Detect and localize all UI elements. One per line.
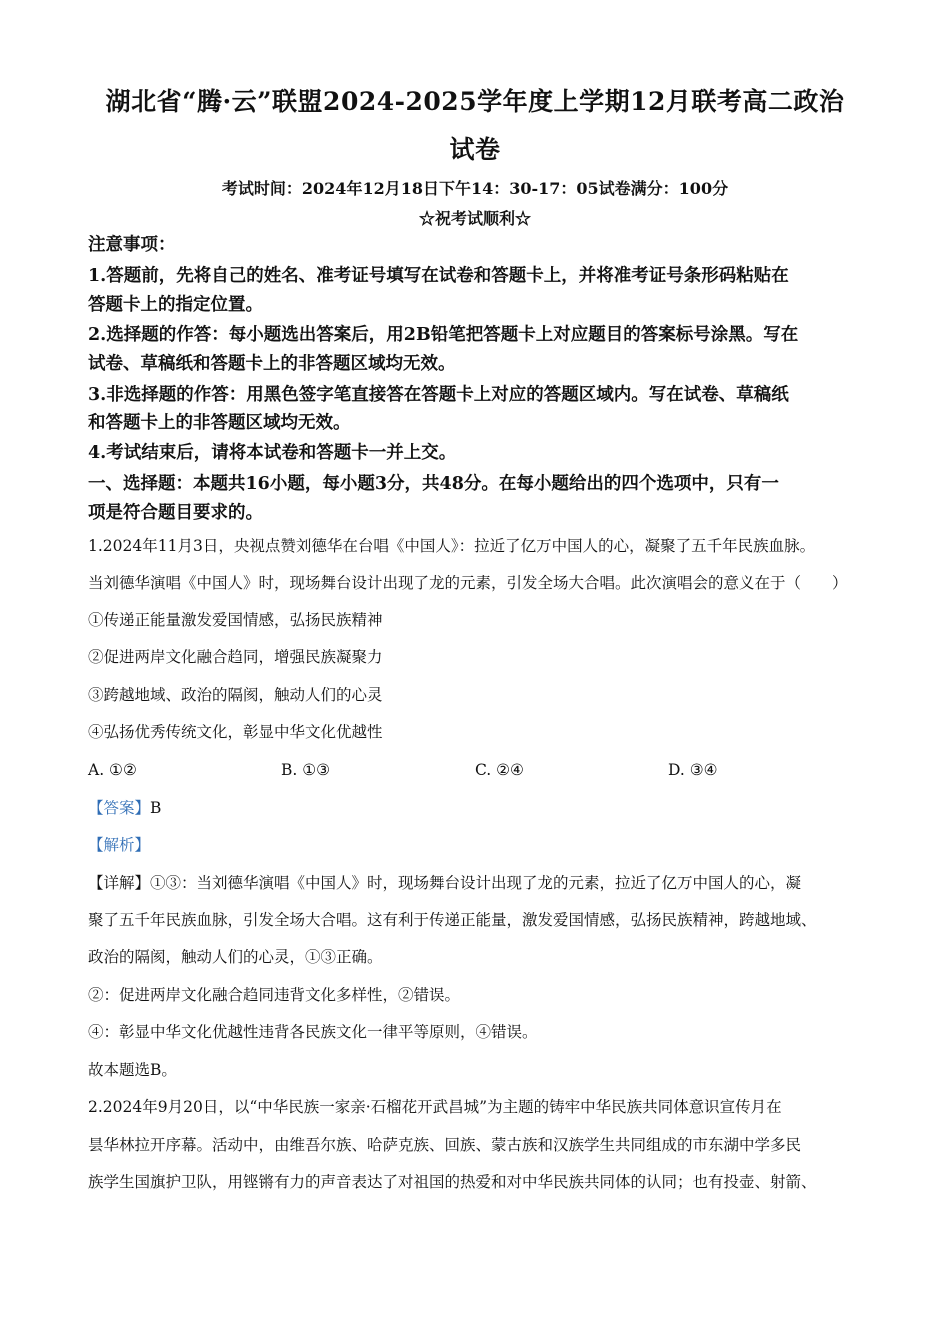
q1-detail-line: 政治的隔阂，触动人们的心灵，①③正确。 [88, 948, 383, 966]
exam-title-line1: 湖北省“腾·云”联盟2024-2025学年度上学期12月联考高二政治 [105, 87, 845, 116]
q1-item: ①传递正能量激发爱国情感，弘扬民族精神 [88, 611, 383, 629]
q2-stem: 族学生国旗护卫队，用铿锵有力的声音表达了对祖国的热爱和对中华民族共同体的认同；也有投壶、射箭、 [88, 1173, 817, 1191]
q1-answer [88, 795, 888, 821]
q1-analysis [88, 832, 888, 858]
q1-conclusion: 故本题选B。 [88, 1061, 177, 1079]
answer-tag: 【答案】 [88, 799, 151, 817]
notice-heading: 注意事项： [88, 235, 176, 255]
q1-detail-line: ②：促进两岸文化融合趋同违背文化多样性，②错误。 [88, 986, 461, 1004]
q1-detail [88, 870, 888, 896]
notice-line: 答题卡上的指定位置。 [88, 295, 263, 315]
notice-line: 2.选择题的作答：每小题选出答案后，用2B铅笔把答题卡上对应题目的答案标号涂黑。写在 [88, 325, 799, 345]
exam-wish: ☆祝考试顺利☆ [418, 209, 531, 228]
notice-line: 试卷、草稿纸和答题卡上的非答题区域均无效。 [88, 354, 456, 374]
q1-detail-line: 聚了五千年民族血脉，引发全场大合唱。这有利于传递正能量，激发爱国情感，弘扬民族精神，跨越地域、 [88, 911, 817, 929]
exam-info: 考试时间：2024年12月18日下午14：30-17：05试卷满分：100分 [221, 179, 729, 198]
notice-line: 和答题卡上的非答题区域均无效。 [88, 413, 351, 433]
q1-option-b: B. ①③ [281, 761, 331, 779]
section-heading-cont: 项是符合题目要求的。 [88, 503, 263, 523]
notice-line: 4.考试结束后，请将本试卷和答题卡一并上交。 [88, 443, 457, 463]
q2-stem: 昙华林拉开序幕。活动中，由维吾尔族、哈萨克族、回族、蒙古族和汉族学生共同组成的市东湖中学多民 [88, 1136, 802, 1154]
q1-option-a: A. ①② [88, 761, 137, 779]
analysis-tag: 【解析】 [88, 836, 151, 854]
notice-line: 1.答题前，先将自己的姓名、准考证号填写在试卷和答题卡上，并将准考证号条形码粘贴在 [88, 266, 789, 286]
exam-title-line2: 试卷 [449, 135, 501, 164]
detail-tag: 【详解】 [88, 874, 151, 892]
q1-option-d: D. ③④ [668, 761, 718, 779]
q1-option-c: C. ②④ [475, 761, 524, 779]
section-heading: 一、选择题：本题共16小题，每小题3分，共48分。在每小题给出的四个选项中，只有一 [88, 474, 779, 494]
answer-value: B [150, 799, 162, 817]
q1-item: ②促进两岸文化融合趋同，增强民族凝聚力 [88, 648, 383, 666]
q1-stem: 1.2024年11月3日，央视点赞刘德华在台唱《中国人》：拉近了亿万中国人的心，凝聚了五千年民族血脉。 [88, 537, 816, 555]
notice-line: 3.非选择题的作答：用黑色签字笔直接答在答题卡上对应的答题区域内。写在试卷、草稿纸 [88, 385, 789, 405]
q1-item: ③跨越地域、政治的隔阂，触动人们的心灵 [88, 686, 383, 704]
q2-stem: 2.2024年9月20日，以“中华民族一家亲·石榴花开武昌城”为主题的铸牢中华民族共同体意识宣传月在 [88, 1098, 782, 1116]
q1-item: ④弘扬优秀传统文化，彰显中华文化优越性 [88, 723, 383, 741]
q1-detail-line: ④：彰显中华文化优越性违背各民族文化一律平等原则，④错误。 [88, 1023, 538, 1041]
q1-stem: 当刘德华演唱《中国人》时，现场舞台设计出现了龙的元素，引发全场大合唱。此次演唱会的意义在于（ ） [88, 574, 848, 592]
detail-text: ①③：当刘德华演唱《中国人》时，现场舞台设计出现了龙的元素，拉近了亿万中国人的心，凝 [150, 874, 802, 892]
